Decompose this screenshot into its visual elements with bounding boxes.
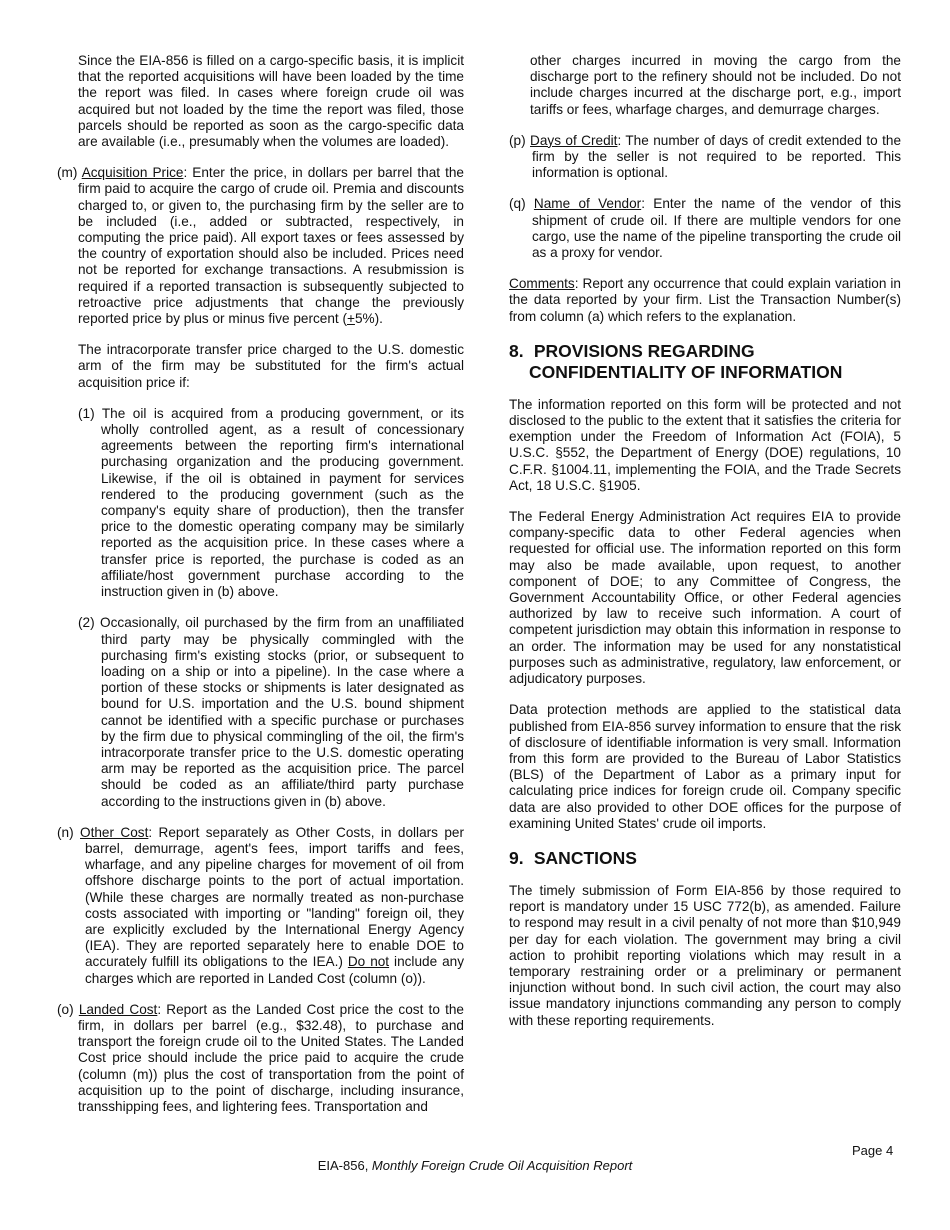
sub-item-2: (2) Occasionally, oil purchased by the firm from an unaffiliated third party may be physically commingled with the purchasing firm's existing stocks (prior, or subsequent to loading on a ship or into a pipeline). In the case where a portion of these stocks or shipments is later designated as bound for U.S. importation and the U.S. bound shipment cannot be identified with a specific purchase or purchases by the firm due to physical commingling of the oil, the firm's intracorporate transfer price to the U.S. domestic operating arm may be reported as the acquisition price. The parcel should be coded as an affiliate/third party purchase according to the instructions given in (b) above. <box>78 615 464 809</box>
section-8-paragraph-2: The Federal Energy Administration Act requires EIA to provide company-specific data to other Federal agencies when requested for official use. The information reported on this form may also be made available, upon request, to another component of DOE; to any Committee of Congress, the Government Accountability Office, or other Federal agencies authorized by law to receive such information. A court of competent jurisdiction may obtain this information in response to an order. The information may be used for any nonstatistical purposes such as administrative, regulatory, law enforcement, or adjudicatory purposes. <box>509 509 901 687</box>
item-p-days-of-credit: (p) Days of Credit: The number of days of credit extended to the firm by the seller is not required to be reported. This information is optional. <box>509 132 902 181</box>
transfer-price-paragraph: The intracorporate transfer price charged to the U.S. domestic arm of the firm may be substituted for the firm's actual acquisition price if: <box>78 342 464 390</box>
term-landed-cost: Landed Cost <box>78 1001 158 1017</box>
intro-paragraph: Since the EIA-856 is filled on a cargo-specific basis, it is implicit that the reported acquisitions will have been loaded by the time the report was filed. In cases where foreign crude oil was acquired but not loaded by the time the report was filed, those parcels should be reported as soon as the cargo-specific data are available (i.e., presumably when the volumes are loaded). <box>78 53 464 150</box>
term-days-of-credit: Days of Credit <box>530 132 618 148</box>
item-m-acquisition-price: (m) Acquisition Price: Enter the price, in dollars per barrel that the firm paid to acquire the cargo of crude oil. Premia and discounts charged to, or given to, the purchasing firm by the seller are to be included (i.e., added or subtracted, respectively, in computing the price paid). All export taxes or fees assessed by the country of exportation should also be included. Prices need not be reported for exchange transactions. A resubmission is required if a reported transaction is subsequently subjected to retroactive price adjustments that change the previously reported price by plus or minus five percent (+5%). <box>57 165 464 327</box>
section-9-paragraph-1: The timely submission of Form EIA-856 by those required to report is mandatory under 15 USC 772(b), as amended. Failure to respond may result in a civil penalty of not more than $10,949 per day for each violation. The government may bring a civil action to prohibit reporting violations which may result in a temporary restraining order or a preliminary or permanent injunction without bond. In such civil action, the court may also issue mandatory injunctions commanding any person to comply with these reporting requirements. <box>509 882 901 1028</box>
left-column <box>57 53 464 1130</box>
term-comments: Comments <box>509 276 575 292</box>
section-8-paragraph-1: The information reported on this form will be protected and not disclosed to the public to the extent that it satisfies the criteria for exemption under the Freedom of Information Act (FOIA), 5 U.S.C. §552, the Department of Energy (DOE) regulations, 10 C.F.R. §1004.11, implementing the FOIA, and the Trade Secrets Act, 18 U.S.C. §1905. <box>509 396 901 493</box>
comments-paragraph: Comments: Report any occurrence that could explain variation in the data reported by your firm. List the Transaction Number(s) from column (a) which refers to the explanation. <box>509 276 901 324</box>
sub-item-1: (1) The oil is acquired from a producing government, or its wholly controlled agent, as a result of concessionary agreements between the reporting firm's international purchasing organization and the producing government. Likewise, if the oil is obtained in payment for services rendered to the producing government (such as the company's equity share of production), then the transfer price to the domestic operating company may be similarly reported as the acquisition price. In these cases where a transfer price is reported, the purchase is coded as an affiliate/host government purchase according to the instruction given in (b) above. <box>78 405 464 600</box>
term-other-cost: Other Cost <box>80 824 149 840</box>
right-column <box>509 53 901 1044</box>
section-8-heading: 8. PROVISIONS REGARDING CONFIDENTIALITY OF INFORMATION <box>509 340 843 382</box>
page-number: Page 4 <box>852 1143 894 1158</box>
item-n-other-cost: (n) Other Cost: Report separately as Other Costs, in dollars per barrel, demurrage, agent's fees, import tariffs and fees, wharfage, and any pipeline charges for movement of oil from offshore discharge points to the port of actual importation. (While these charges are normally treated as non-purchase costs associated with importing or "landing" foreign oil, they are explicitly excluded by the International Energy Agency (IEA). They are reported separately here to enable DOE to accurately fulfill its obligations to the IEA.) Do not include any charges which are reported in Landed Cost (column (o)). <box>57 824 464 986</box>
landed-cost-continuation: other charges incurred in moving the cargo from the discharge port to the refinery should not be included. Do not include charges incurred at the discharge port, e.g., import tariffs or fees, wharfage charges, and demurrage charges. <box>530 53 901 117</box>
page-footer: EIA-856, Monthly Foreign Crude Oil Acquisition Report <box>317 1158 633 1173</box>
item-q-name-of-vendor: (q) Name of Vendor: Enter the name of the vendor of this shipment of crude oil. If there are multiple vendors for one cargo, use the name of the pipeline transporting the crude oil as a proxy for vendor. <box>509 196 901 261</box>
section-8-paragraph-3: Data protection methods are applied to the statistical data published from EIA-856 survey information to ensure that the risk of disclosure of identifiable information is very small. Information from this form are provided to the Bureau of Labor Statistics (BLS) of the Department of Labor as a primary input for calculating price indices for foreign crude oil. Company specific data are also provided to other DOE offices for the purpose of examining United States' crude oil imports. <box>509 702 901 831</box>
section-9-heading: 9. SANCTIONS <box>509 847 637 868</box>
term-acquisition-price: Acquisition Price <box>81 165 184 181</box>
item-o-landed-cost: (o) Landed Cost: Report as the Landed Cost price the cost to the firm, in dollars per barrel (e.g., $32.48), to purchase and transport the foreign crude oil to the United States. The Landed Cost price should include the price paid to acquire the crude (column (m)) plus the cost of transportation from the point of acquisition up to the point of discharge, including insurance, transshipping fees, and lightering fees. Transportation and <box>57 1001 464 1114</box>
term-name-of-vendor: Name of Vendor <box>533 196 642 212</box>
